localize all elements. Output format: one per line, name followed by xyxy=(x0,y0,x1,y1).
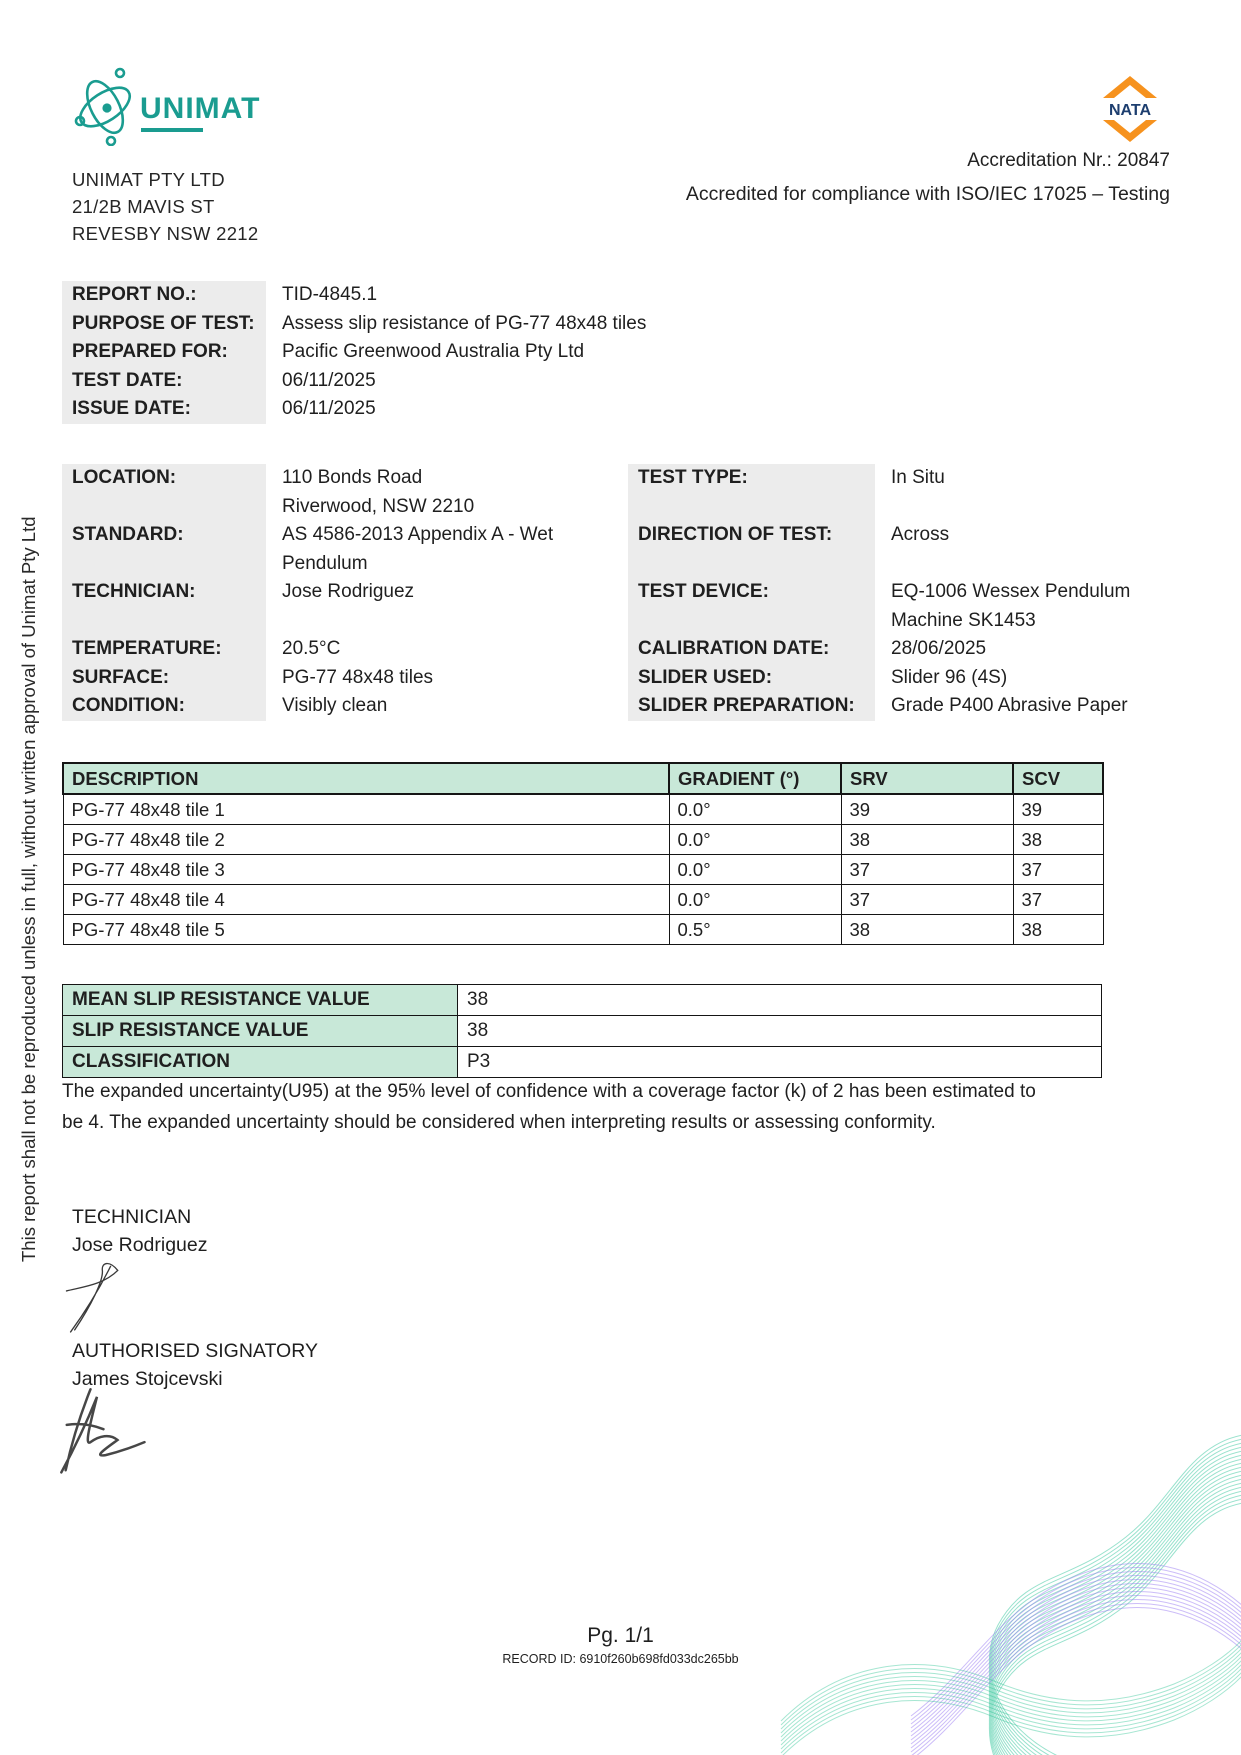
report-info-row xyxy=(62,338,702,367)
results-header-row xyxy=(63,763,1103,794)
signatory-signature xyxy=(58,1386,150,1494)
test-type-label: TEST TYPE: xyxy=(628,464,875,521)
company-name: UNIMAT PTY LTD xyxy=(72,169,225,190)
col-srv: SRV xyxy=(841,763,1013,794)
detail-row xyxy=(628,692,1148,721)
test-details-left xyxy=(62,464,607,721)
temperature-label: TEMPERATURE: xyxy=(62,635,266,664)
prepared-for-value: Pacific Greenwood Australia Pty Ltd xyxy=(282,341,585,362)
detail-row xyxy=(62,635,607,664)
location-label: LOCATION: xyxy=(62,464,266,521)
brand-logo-text: UNIMAT xyxy=(140,92,261,125)
detail-row xyxy=(628,664,1148,693)
summary-row xyxy=(63,985,1102,1016)
slider-used-label: SLIDER USED: xyxy=(628,664,875,693)
direction-label: DIRECTION OF TEST: xyxy=(628,521,875,578)
uncertainty-line1: The expanded uncertainty(U95) at the 95% level of confidence with a coverage factor (k) of 2 has been estimated to xyxy=(62,1081,1036,1102)
uncertainty-note xyxy=(62,1076,1158,1138)
test-date-value: 06/11/2025 xyxy=(282,369,376,391)
col-description: DESCRIPTION xyxy=(63,763,669,794)
slider-preparation-label: SLIDER PREPARATION: xyxy=(628,692,875,721)
classification-value: P3 xyxy=(458,1047,1102,1078)
accreditation-block xyxy=(686,150,1170,206)
detail-row xyxy=(62,692,607,721)
summary-table xyxy=(62,984,1102,1078)
direction-value: Across xyxy=(891,524,950,545)
record-id: RECORD ID: 6910f260b698fd033dc265bb xyxy=(502,1652,739,1666)
report-info-row xyxy=(62,281,702,310)
test-date-label: TEST DATE: xyxy=(62,367,266,396)
decorative-wave-graphic xyxy=(726,1295,1241,1755)
atom-logo-icon xyxy=(74,64,136,146)
report-no-label: REPORT NO.: xyxy=(62,281,266,310)
report-no-value: TID-4845.1 xyxy=(282,284,378,305)
srv-value: 38 xyxy=(458,1016,1102,1047)
condition-value: Visibly clean xyxy=(282,695,388,716)
company-street: 21/2B MAVIS ST xyxy=(72,196,215,217)
detail-row xyxy=(62,578,607,635)
classification-label: CLASSIFICATION xyxy=(63,1047,458,1078)
test-device-line2: Machine SK1453 xyxy=(891,609,1036,631)
location-line1: 110 Bonds Road xyxy=(282,467,423,488)
technician-label: TECHNICIAN: xyxy=(62,578,266,635)
technician-value: Jose Rodriguez xyxy=(282,581,415,602)
purpose-label: PURPOSE OF TEST: xyxy=(62,310,266,339)
slider-preparation-value: Grade P400 Abrasive Paper xyxy=(891,695,1128,716)
results-table xyxy=(62,762,1104,945)
side-disclaimer-text: This report shall not be reproduced unless in full, without written approval of Unimat Pty Ltd xyxy=(18,516,39,1262)
detail-row xyxy=(62,521,607,578)
srv-label: SLIP RESISTANCE VALUE xyxy=(63,1016,458,1047)
temperature-value: 20.5°C xyxy=(282,638,341,659)
test-device-label: TEST DEVICE: xyxy=(628,578,875,635)
logo-underline xyxy=(141,128,203,132)
table-row: PG-77 48x48 tile 2 0.0° 38 38 xyxy=(63,825,1103,855)
report-info-block xyxy=(62,281,702,424)
standard-line2: Pendulum xyxy=(282,552,368,574)
condition-label: CONDITION: xyxy=(62,692,266,721)
detail-row xyxy=(62,464,607,521)
summary-row xyxy=(63,1047,1102,1078)
mean-srv-label: MEAN SLIP RESISTANCE VALUE xyxy=(63,985,458,1016)
nata-logo-label: NATA xyxy=(1108,102,1152,119)
report-info-row xyxy=(62,395,702,424)
detail-row xyxy=(628,578,1148,635)
page-number: Pg. 1/1 xyxy=(587,1624,654,1647)
test-device-line1: EQ-1006 Wessex Pendulum xyxy=(891,581,1131,602)
surface-label: SURFACE: xyxy=(62,664,266,693)
signatory-name: James Stojcevski xyxy=(72,1368,223,1390)
technician-name: Jose Rodriguez xyxy=(72,1234,208,1256)
signatory-heading: AUTHORISED SIGNATORY xyxy=(72,1340,318,1362)
issue-date-label: ISSUE DATE: xyxy=(62,395,266,424)
company-suburb: REVESBY NSW 2212 xyxy=(72,223,259,244)
test-details-right xyxy=(628,464,1148,721)
detail-row xyxy=(628,521,1148,578)
accreditation-number: Accreditation Nr.: 20847 xyxy=(967,150,1170,171)
technician-heading: TECHNICIAN xyxy=(72,1206,192,1228)
test-type-value: In Situ xyxy=(891,467,945,488)
company-address xyxy=(72,166,258,247)
location-line2: Riverwood, NSW 2210 xyxy=(282,495,475,517)
prepared-for-label: PREPARED FOR: xyxy=(62,338,266,367)
standard-label: STANDARD: xyxy=(62,521,266,578)
purpose-value: Assess slip resistance of PG-77 48x48 tiles xyxy=(282,312,647,334)
detail-row xyxy=(628,635,1148,664)
issue-date-value: 06/11/2025 xyxy=(282,398,376,419)
surface-value: PG-77 48x48 tiles xyxy=(282,666,434,688)
table-row: PG-77 48x48 tile 1 0.0° 39 39 xyxy=(63,794,1103,825)
table-row: PG-77 48x48 tile 5 0.5° 38 38 xyxy=(63,915,1103,945)
report-info-row xyxy=(62,367,702,396)
calibration-date-label: CALIBRATION DATE: xyxy=(628,635,875,664)
uncertainty-line2: be 4. The expanded uncertainty should be considered when interpreting results or assessing conformity. xyxy=(62,1112,936,1133)
nata-logo-icon xyxy=(1100,76,1160,142)
col-gradient: GRADIENT (°) xyxy=(669,763,841,794)
mean-srv-value: 38 xyxy=(458,985,1102,1016)
table-row: PG-77 48x48 tile 3 0.0° 37 37 xyxy=(63,855,1103,885)
standard-line1: AS 4586-2013 Appendix A - Wet xyxy=(282,524,554,545)
calibration-date-value: 28/06/2025 xyxy=(891,638,987,659)
table-row: PG-77 48x48 tile 4 0.0° 37 37 xyxy=(63,885,1103,915)
accreditation-compliance: Accredited for compliance with ISO/IEC 17025 – Testing xyxy=(685,183,1170,205)
detail-row xyxy=(62,664,607,693)
summary-row xyxy=(63,1016,1102,1047)
slider-used-value: Slider 96 (4S) xyxy=(891,666,1008,688)
col-scv: SCV xyxy=(1013,763,1103,794)
technician-signature xyxy=(64,1252,152,1334)
report-info-row xyxy=(62,310,702,339)
detail-row xyxy=(628,464,1148,521)
